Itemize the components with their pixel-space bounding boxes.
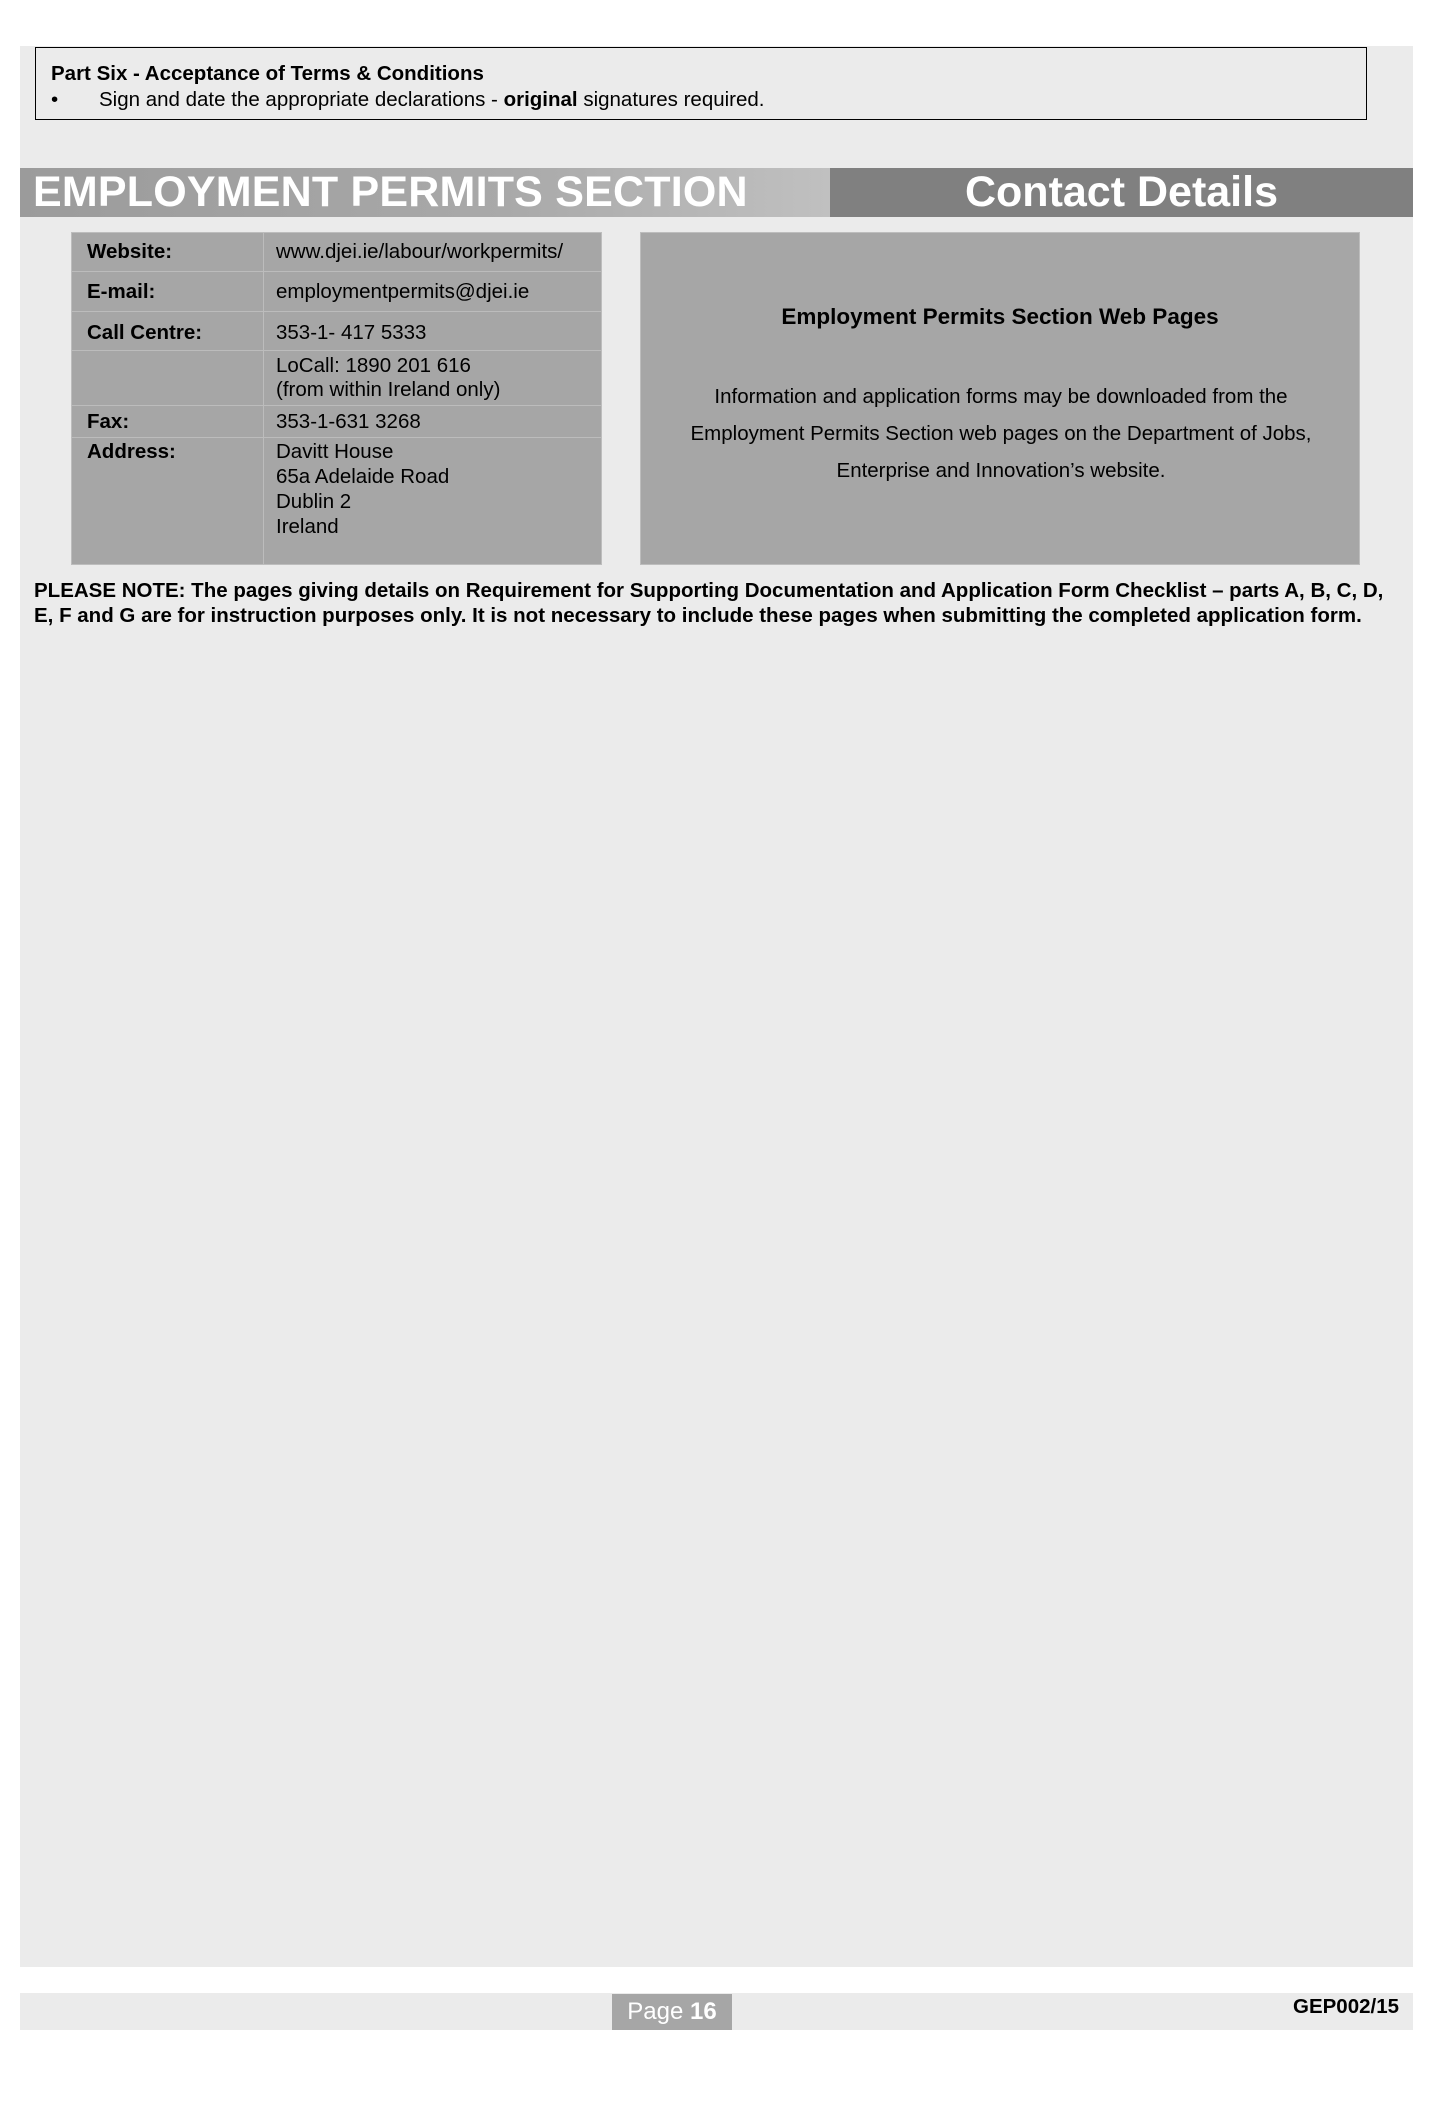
part-six-instruction bbox=[51, 87, 1366, 113]
instruction-text-end: signatures required. bbox=[577, 88, 765, 111]
web-pages-title: Employment Permits Section Web Pages bbox=[781, 304, 1219, 329]
instruction-text: Sign and date the appropriate declarations - bbox=[99, 88, 504, 111]
call-centre-row bbox=[72, 311, 601, 351]
web-pages-panel bbox=[640, 232, 1360, 565]
email-label: E-mail: bbox=[87, 280, 156, 303]
form-code: GEP002/15 bbox=[1293, 1995, 1399, 2018]
website-label: Website: bbox=[87, 240, 173, 263]
address-line: Davitt House bbox=[276, 440, 394, 463]
bullet-icon: • bbox=[51, 88, 59, 111]
fax-label: Fax: bbox=[87, 410, 130, 433]
please-note: PLEASE NOTE: The pages giving details on Requirement for Supporting Documentation and Application Form Checklist – parts A, B, C, D, E, F and G are for instruction purposes only. It is not necessary to include these pages when submitting the completed application form. bbox=[34, 579, 1384, 627]
page-word: Page bbox=[627, 1998, 684, 2025]
instruction-emphasis: original bbox=[503, 88, 578, 111]
email-row bbox=[72, 271, 601, 312]
page-number-badge bbox=[612, 1994, 732, 2030]
email-link[interactable]: employmentpermits@djei.ie bbox=[276, 280, 530, 303]
locall-number: LoCall: 1890 201 616 bbox=[276, 354, 471, 377]
address-row bbox=[72, 437, 601, 565]
call-centre-number: 353-1- 417 5333 bbox=[276, 321, 427, 344]
contact-details-header: Contact Details bbox=[830, 168, 1413, 217]
locall-note: (from within Ireland only) bbox=[276, 378, 501, 401]
fax-number: 353-1-631 3268 bbox=[276, 410, 421, 433]
section-header: EMPLOYMENT PERMITS SECTION bbox=[20, 168, 830, 217]
address-line: Ireland bbox=[276, 515, 339, 538]
locall-row bbox=[72, 350, 601, 406]
contact-table bbox=[71, 232, 602, 565]
fax-row bbox=[72, 405, 601, 438]
website-row bbox=[72, 233, 601, 272]
part-six-box bbox=[35, 47, 1367, 120]
address-label: Address: bbox=[87, 440, 176, 463]
page-number: 16 bbox=[690, 1998, 717, 2025]
address-line: Dublin 2 bbox=[276, 490, 352, 513]
web-pages-body: Information and application forms may be downloaded from the Employment Permits Section web pages on the Department of Jobs, Enterprise and Innovation’s website. bbox=[690, 385, 1312, 482]
website-link[interactable]: www.djei.ie/labour/workpermits/ bbox=[276, 240, 564, 263]
call-centre-label: Call Centre: bbox=[87, 321, 203, 344]
part-six-title: Part Six - Acceptance of Terms & Conditions bbox=[51, 62, 484, 85]
address-line: 65a Adelaide Road bbox=[276, 465, 450, 488]
